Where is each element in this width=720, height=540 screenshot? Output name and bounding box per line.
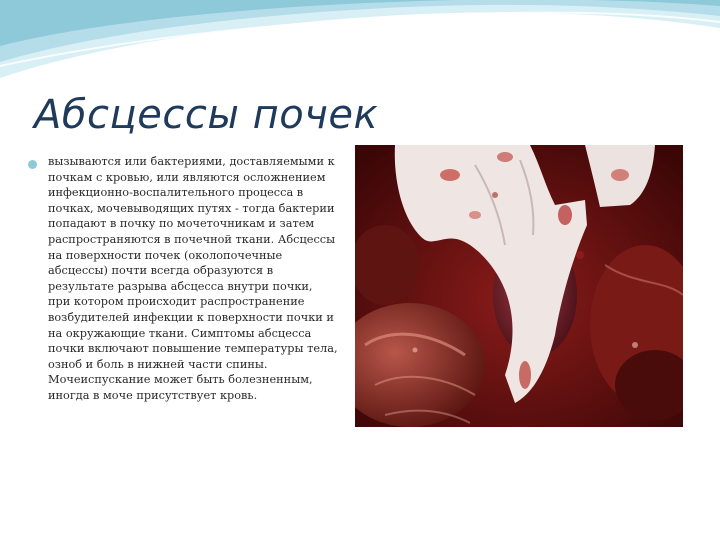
- slide-title: Абсцессы почек: [34, 92, 379, 138]
- body-text: вызываются или бактериями, доставляемыми к почкам с кровью, или являются осложнением инфекционно-воспалительного процесса в почках, мочевыводящих путях - тогда бактерии попадают в почку по мочеточникам и затем распространяются в почечной ткани. Абсцессы на поверхности почек (околопочечные абсцессы) почти всегда образуются в результате разрыва абсцесса внутри почки, при котором происходит распространение возбудителей инфекции к поверхности почки и на окружающие ткани. Симптомы абсцесса почки включают повышение температуры тела, озноб и боль в нижней части спины. Мочеиспускание может быть болезненным, иногда в моче присутствует кровь.: [48, 155, 338, 402]
- bullet-marker: [28, 160, 37, 169]
- header-wave-decoration: [0, 0, 720, 90]
- kidney-surgery-photo: [355, 145, 683, 427]
